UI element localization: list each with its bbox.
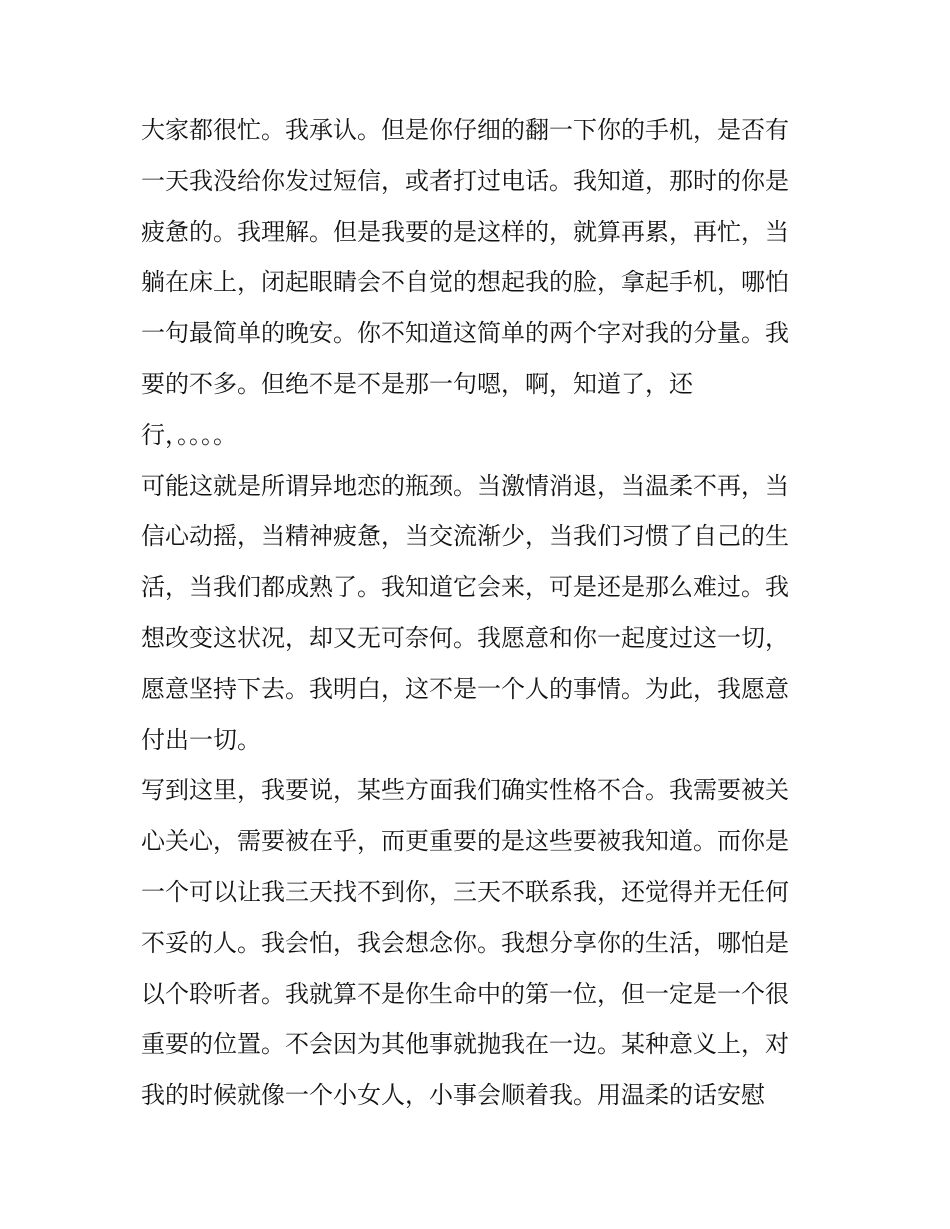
text-line: 一个可以让我三天找不到你，三天不联系我，还觉得并无任何 bbox=[141, 877, 789, 906]
text-line: 可能这就是所谓异地恋的瓶颈。当激情消退，当温柔不再，当 bbox=[141, 471, 789, 500]
text-line: 行，。。。。 bbox=[141, 420, 237, 449]
text-line: 躺在床上，闭起眼睛会不自觉的想起我的脸，拿起手机，哪怕 bbox=[141, 268, 789, 297]
text-line: 写到这里，我要说，某些方面我们确实性格不合。我需要被关 bbox=[141, 776, 789, 805]
text-line: 一天我没给你发过短信，或者打过电话。我知道，那时的你是 bbox=[141, 166, 789, 195]
text-line: 不妥的人。我会怕，我会想念你。我想分享你的生活，哪怕是 bbox=[141, 928, 789, 957]
text-line: 付出一切。 bbox=[141, 725, 261, 754]
text-line: 信心动摇，当精神疲惫，当交流渐少，当我们习惯了自己的生 bbox=[141, 522, 789, 551]
text-line: 一句最简单的晚安。你不知道这简单的两个字对我的分量。我 bbox=[141, 319, 789, 348]
text-line: 重要的位置。不会因为其他事就抛我在一边。某种意义上，对 bbox=[141, 1030, 789, 1059]
text-line: 大家都很忙。我承认。但是你仔细的翻一下你的手机，是否有 bbox=[141, 116, 789, 144]
text-line: 我的时候就像一个小女人，小事会顺着我。用温柔的话安慰 bbox=[141, 1081, 765, 1110]
text-line: 要的不多。但绝不是不是那一句嗯，啊，知道了，还 bbox=[141, 369, 693, 398]
text-line: 活，当我们都成熟了。我知道它会来，可是还是那么难过。我 bbox=[141, 573, 789, 602]
text-line: 想改变这状况，却又无可奈何。我愿意和你一起度过这一切， bbox=[141, 623, 789, 652]
text-line: 心关心，需要被在乎，而更重要的是这些要被我知道。而你是 bbox=[141, 827, 789, 856]
text-line: 愿意坚持下去。我明白，这不是一个人的事情。为此，我愿意 bbox=[141, 674, 789, 703]
text-line: 疲惫的。我理解。但是我要的是这样的，就算再累，再忙，当 bbox=[141, 217, 789, 246]
text-line: 以个聆听者。我就算不是你生命中的第一位，但一定是一个很 bbox=[141, 979, 789, 1008]
body-text bbox=[141, 110, 821, 1126]
